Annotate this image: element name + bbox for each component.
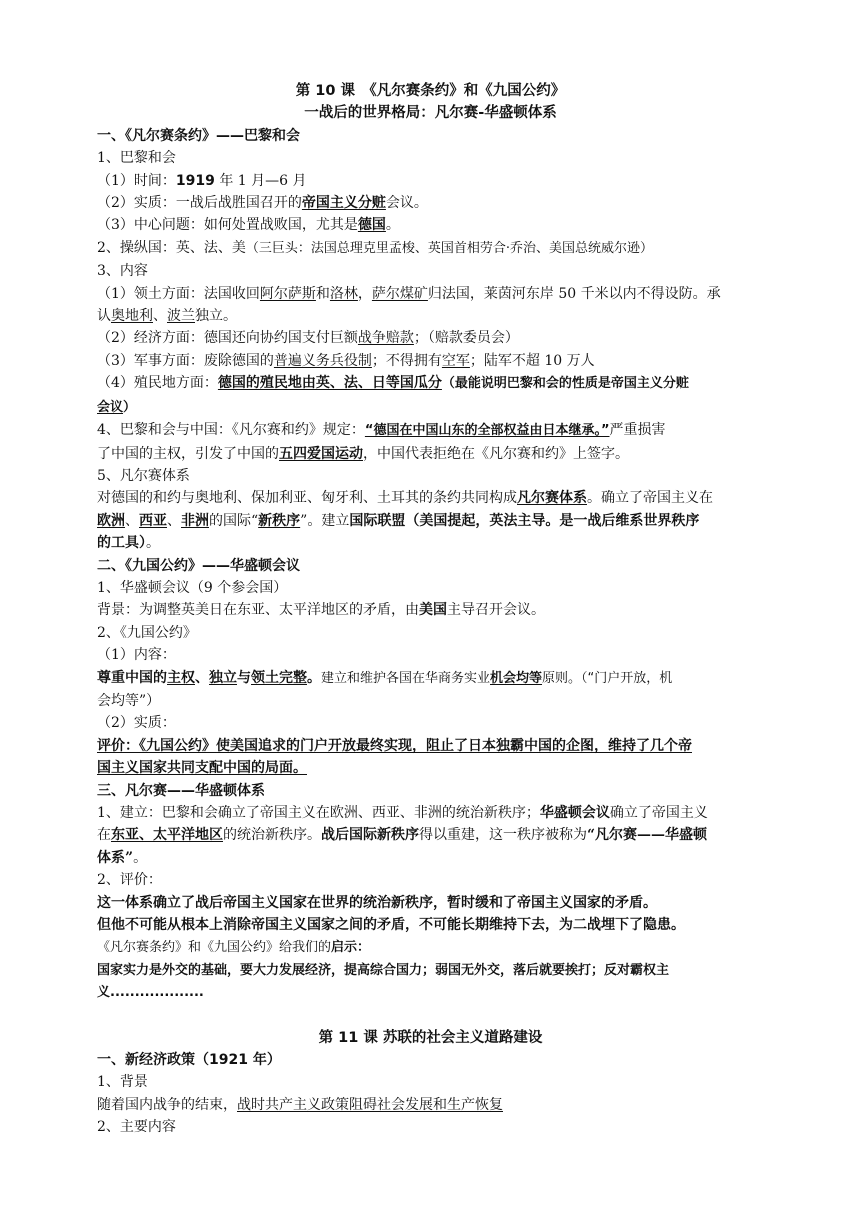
paragraph-treaty-content: 尊重中国的主权、独立与领土完整。建立和维护各国在华商务实业机会均等原则。（“门户开放，机	[97, 669, 673, 686]
paragraph-establishment-cont2: 体系”。	[97, 849, 148, 866]
paragraph-nep-background: 随着国内战争的结束，战时共产主义政策阻碍社会发展和生产恢复	[97, 1096, 503, 1113]
subsection-nine-power-treaty: 2、《九国公约》	[97, 624, 197, 641]
paragraph-economy: （2）经济方面：德国还向协约国支付巨额战争赔款；（赔款委员会）	[97, 330, 519, 347]
section-heading-versailles: 一、《凡尔赛条约》——巴黎和会	[97, 127, 300, 144]
lesson-10-subtitle: 一战后的世界格局：凡尔赛-华盛顿体系	[304, 105, 557, 122]
subsection-background: 1、背景	[97, 1074, 148, 1091]
label-content: （1）内容：	[97, 647, 176, 664]
subsection-main-content: 2、主要内容	[97, 1119, 176, 1136]
paragraph-system-evaluation-1: 这一体系确立了战后帝国主义国家在世界的统治新秩序，暂时缓和了帝国主义国家的矛盾。	[97, 894, 657, 911]
section-spacer	[97, 1005, 764, 1027]
paragraph-establishment-cont: 在东亚、太平洋地区的统治新秩序。战后国际新秩序得以重建，这一秩序被称为“凡尔赛——华盛顿	[97, 827, 708, 844]
paragraph-time: （1）时间：1919 年 1 月—6 月	[97, 172, 307, 189]
section-heading-nep: 一、新经济政策（1921 年）	[97, 1052, 281, 1069]
paragraph-territory-cont: 认奥地利、波兰独立。	[97, 308, 237, 325]
lesson-11-title: 第 11 课 苏联的社会主义道路建设	[318, 1029, 543, 1046]
subsection-evaluation: 2、评价：	[97, 872, 162, 889]
paragraph-treaty-content-cont: 会均等”）	[97, 692, 161, 709]
paragraph-system-cont: 欧洲、西亚、非洲的国际“新秩序”。建立国际联盟（美国提起，英法主导。是一战后维系世界秩序	[97, 512, 700, 529]
paragraph-colonies-cont: 会议）	[97, 399, 137, 415]
paragraph-colonies: （4）殖民地方面：德国的殖民地由英、法、日等国瓜分（最能说明巴黎和会的性质是帝国主义分赃	[97, 375, 689, 392]
paragraph-china-cont: 了中国的主权，引发了中国的五四爱国运动，中国代表拒绝在《凡尔赛和约》上签字。	[97, 445, 629, 462]
subsection-content: 3、内容	[97, 263, 148, 280]
paragraph-inspiration-1: 国家实力是外交的基础，要大力发展经济，提高综合国力；弱国无外交，落后就要挨打；反对霸权主	[97, 962, 670, 978]
section-heading-nine-power: 二、《九国公约》——华盛顿会议	[97, 557, 300, 574]
subsection-versailles-system: 5、凡尔赛体系	[97, 467, 190, 484]
paragraph-system-evaluation-2: 但他不可能从根本上消除帝国主义国家之间的矛盾，不可能长期维持下去，为二战埋下了隐患。	[97, 917, 685, 934]
paragraph-inspiration-heading: 《凡尔赛条约》和《九国公约》给我们的启示：	[97, 940, 371, 956]
paragraph-nature: （2）实质：一战后战胜国召开的帝国主义分赃会议。	[97, 195, 428, 212]
label-essence: （2）实质：	[97, 715, 176, 732]
paragraph-establishment: 1、建立：巴黎和会确立了帝国主义在欧洲、西亚、非洲的统治新秩序；华盛顿会议确立了帝国主义	[97, 805, 708, 821]
paragraph-territory: （1）领土方面：法国收回阿尔萨斯和洛林，萨尔煤矿归法国，莱茵河东岸 50 千米以内不得设防。承	[97, 285, 721, 302]
paragraph-inspiration-2: 义...................	[97, 985, 204, 1001]
lesson-10-title: 第 10 课 《凡尔赛条约》和《九国公约》	[295, 83, 566, 99]
paragraph-system: 对德国的和约与奥地利、保加利亚、匈牙利、土耳其的条约共同构成凡尔赛体系。确立了帝国主义在	[97, 490, 713, 507]
paragraph-evaluation: 评价：《九国公约》使美国追求的门户开放最终实现，阻止了日本独霸中国的企图，维持了几个帝	[97, 737, 692, 754]
paragraph-china: 4、巴黎和会与中国：《凡尔赛和约》规定：“德国在中国山东的全部权益由日本继承。”严重损害	[97, 422, 666, 439]
paragraph-central-issue: （3）中心问题：如何处置战败国，尤其是德国。	[97, 217, 400, 234]
subsection-washington-conference: 1、华盛顿会议（9 个参会国）	[97, 579, 288, 596]
paragraph-evaluation-cont: 国主义国家共同支配中国的局面。	[97, 760, 307, 777]
paragraph-military: （3）军事方面：废除德国的普遍义务兵役制；不得拥有空军；陆军不超 10 万人	[97, 352, 595, 369]
section-heading-versailles-washington: 三、凡尔赛——华盛顿体系	[97, 782, 265, 799]
subsection-paris-conference: 1、巴黎和会	[97, 150, 176, 167]
paragraph-controlling-powers: 2、操纵国：英、法、美（三巨头：法国总理克里孟梭、英国首相劳合·乔治、美国总统威尔逊）	[97, 239, 654, 256]
paragraph-system-cont2: 的工具）。	[97, 535, 160, 552]
paragraph-background: 背景：为调整英美日在东亚、太平洋地区的矛盾，由美国主导召开会议。	[97, 602, 545, 619]
